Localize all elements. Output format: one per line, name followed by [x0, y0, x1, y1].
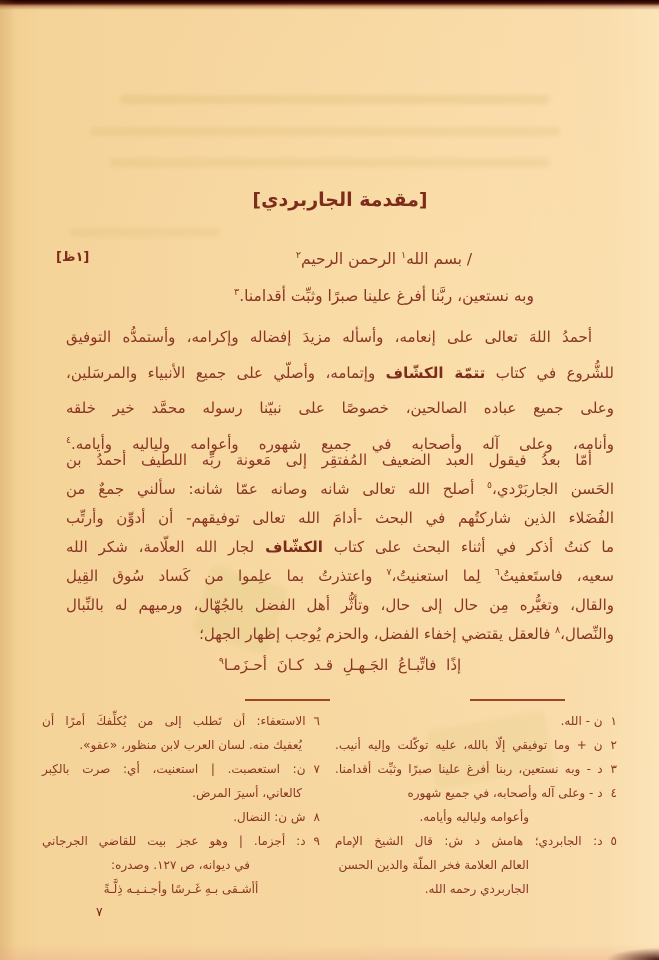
footnote-reference: ٧: [386, 567, 392, 578]
bleedthrough-artifact: [70, 228, 220, 237]
text-segment: فالعقل يقتضي إخفاء الفضل، والحزم يُوجب إظهار الجهل؛: [199, 625, 556, 643]
text-segment: أحمدُ اللهَ تعالى على إنعامه، وأسأله مزيدَ إفضاله وإكرامه، وأستمدُّه التوفيق: [66, 328, 592, 346]
text-line: [42, 805, 320, 829]
text-segment: الكشّاف: [265, 538, 323, 556]
text-segment: للشُّروع في كتاب: [485, 363, 614, 382]
footnotes-column-left: [42, 709, 320, 901]
footnote-separator-right: [470, 699, 565, 701]
page-left-vignette: [0, 0, 16, 960]
text-line: [66, 504, 614, 533]
text-segment: في ديوانه، ص ١٢٧. وصدره:: [111, 858, 250, 872]
footnote-number: ٤: [610, 786, 617, 800]
text-line: [335, 829, 617, 853]
footnote-reference: ٦: [494, 567, 500, 578]
text-segment: الاستعفاء: أن تَطلب إلى من يُكلِّفكَ أمرًا أن: [42, 714, 306, 728]
text-line: [335, 709, 617, 733]
footnote-reference: ٨: [555, 625, 561, 636]
page-number: ٧: [96, 904, 103, 919]
text-segment: الفُضَلاء الذين شاركتُهم في البحث -أدامَ الله تعالى توفيقهم- أن أدوِّن وأرتِّب: [66, 509, 614, 527]
bleedthrough-artifact: [110, 158, 550, 167]
text-segment: د - وبه نستعين، ربنا أفرغ علينا صبرًا وثبِّت أقدامنا.: [335, 762, 603, 776]
text-line: [110, 241, 658, 278]
text-line: [42, 709, 320, 733]
text-segment: د: الجابردي؛ هامش د ش: قال الشيخ الإمام: [335, 834, 603, 848]
text-segment: وأعوامه ولياليه وأيامه.: [419, 810, 529, 824]
verse-line: [66, 651, 614, 679]
text-segment: أأشـقى بـهِ غَـرسًا وأجـنـيـه ذِلَّـةً: [103, 882, 259, 896]
text-segment: / بسم الله: [406, 250, 473, 268]
text-line: [335, 781, 617, 805]
text-segment: والنِّصال،: [560, 625, 614, 643]
footnote-number: ٨: [313, 810, 320, 824]
text-line: [335, 733, 617, 757]
text-segment: والقال، وتغيُّره مِن حال إلى حال، وتأثُّر أهل الفضل بالجُهّال، ورميهم له بالنِّبال: [66, 596, 614, 614]
footnote-number: ١: [610, 714, 617, 728]
footnotes-column-right: [335, 709, 617, 901]
text-segment: تتمّة الكشّاف: [385, 363, 486, 382]
text-line: [42, 829, 320, 853]
text-line: [66, 391, 614, 427]
text-segment: لجار الله العلّامة، شكر الله: [66, 538, 266, 556]
text-line: [335, 853, 617, 877]
footnote-number: ٩: [313, 834, 320, 848]
footnote-number: ٥: [610, 834, 617, 848]
text-segment: إذًا فاتِّبـاعُ الجَـهـلِ قـد كـانَ أحـزَمـا: [223, 656, 462, 674]
footnote-reference: ١: [400, 249, 407, 261]
text-segment: ن - الله.: [560, 714, 603, 728]
text-segment: أمّا بعدُ فيقول العبد الضعيف المُفتقِر إلى مَعونة ربِّه اللطيف أحمدُ بن: [66, 451, 592, 469]
page-bottom-shadow: [0, 944, 659, 960]
text-line: [66, 562, 614, 591]
text-segment: الحَسن الجاربَرْدي،: [492, 480, 614, 498]
text-segment: الجاربردي رحمه الله.: [424, 882, 529, 896]
body-paragraph-1: [66, 320, 614, 462]
text-line: [66, 591, 614, 620]
text-segment: د: أجزما. | وهو عجز بيت للقاضي الجرجاني: [42, 834, 306, 848]
text-line: [42, 757, 320, 781]
basmala-block: [110, 241, 658, 315]
text-segment: أصلح الله تعالى شانه وصانه عمّا شانه: سألني جمعٌ من: [66, 480, 488, 498]
text-line: [42, 853, 320, 877]
footnote-number: ٦: [313, 714, 320, 728]
text-line: [335, 805, 617, 829]
text-segment: د - وعلى آله وأصحابه، في جميع شهوره: [407, 786, 603, 800]
text-segment: ن + وما توفيقي إلّا بالله، عليه توكّلت وإليه أنيب.: [335, 738, 603, 752]
text-segment: يُعفيك منه. لسان العرب لابن منظور، «عفو».: [79, 738, 302, 752]
text-segment: لِما استعنيتُ،: [391, 567, 495, 585]
text-segment: كالعاني، أسيرَ المرض.: [192, 786, 302, 800]
bleedthrough-artifact: [90, 127, 560, 136]
text-line: [42, 781, 320, 805]
footnote-number: ٧: [313, 762, 320, 776]
text-segment: ن: استعصبت. | استعنيت، أي: صرت بالكِبر: [42, 762, 306, 776]
text-segment: العالم العلامة فخر الملّة والدين الحسن: [338, 858, 529, 872]
text-segment: ما كنتُ أذكر في أثناء البحث على كتاب: [322, 538, 615, 556]
footnote-reference: ٤: [66, 434, 71, 446]
text-segment: وعلى جميع عباده الصالحين، خصوصًا على نبيّنا رسوله محمَّد خير خلقه: [66, 399, 614, 417]
text-line: [42, 877, 320, 901]
text-line: [66, 446, 614, 475]
text-segment: وأنامه، وعلى آله وأصحابه في جميع شهوره وأعوامه ولياليه وأيامه.: [71, 434, 614, 453]
text-line: [335, 877, 617, 901]
text-segment: وبه نستعين، ربَّنا أفرغ علينا صبرًا وثبِّت أقدامنا.: [239, 287, 534, 305]
page-corner-shadow: [607, 948, 659, 960]
footnote-reference: ٢: [295, 249, 302, 261]
text-line: [66, 320, 614, 356]
page-title: [مقدمة الجاربردي]: [252, 189, 428, 211]
text-line: [66, 533, 614, 562]
footnote-number: ٣: [610, 762, 617, 776]
footnote-reference: ٥: [487, 480, 493, 491]
text-line: [66, 620, 614, 649]
text-line: [110, 278, 658, 315]
text-line: [66, 356, 614, 392]
text-segment: واعتذرتُ بما علِموا من كَساد سُوق القِيل: [66, 567, 387, 585]
text-line: [66, 475, 614, 504]
bleedthrough-artifact: [120, 95, 550, 104]
text-line: [42, 733, 320, 757]
footnote-number: ٢: [610, 738, 617, 752]
text-segment: سعيه، فاستَعفيتُ: [499, 567, 614, 585]
text-line: [66, 651, 614, 679]
text-segment: ش ن: النضال.: [233, 810, 306, 824]
body-paragraph-2: [66, 446, 614, 649]
footnote-reference: ٩: [218, 656, 224, 667]
text-segment: وإتمامه، وأصلّي على جميع الأنبياء والمرسَلين،: [66, 363, 386, 382]
text-segment: الرحمن الرحيم: [301, 250, 401, 268]
folio-marker: [١ظ]: [56, 250, 90, 265]
page-top-shadow: [0, 0, 659, 10]
text-line: [335, 757, 617, 781]
footnote-separator-left: [245, 699, 330, 701]
footnote-reference: ٣: [234, 286, 240, 298]
